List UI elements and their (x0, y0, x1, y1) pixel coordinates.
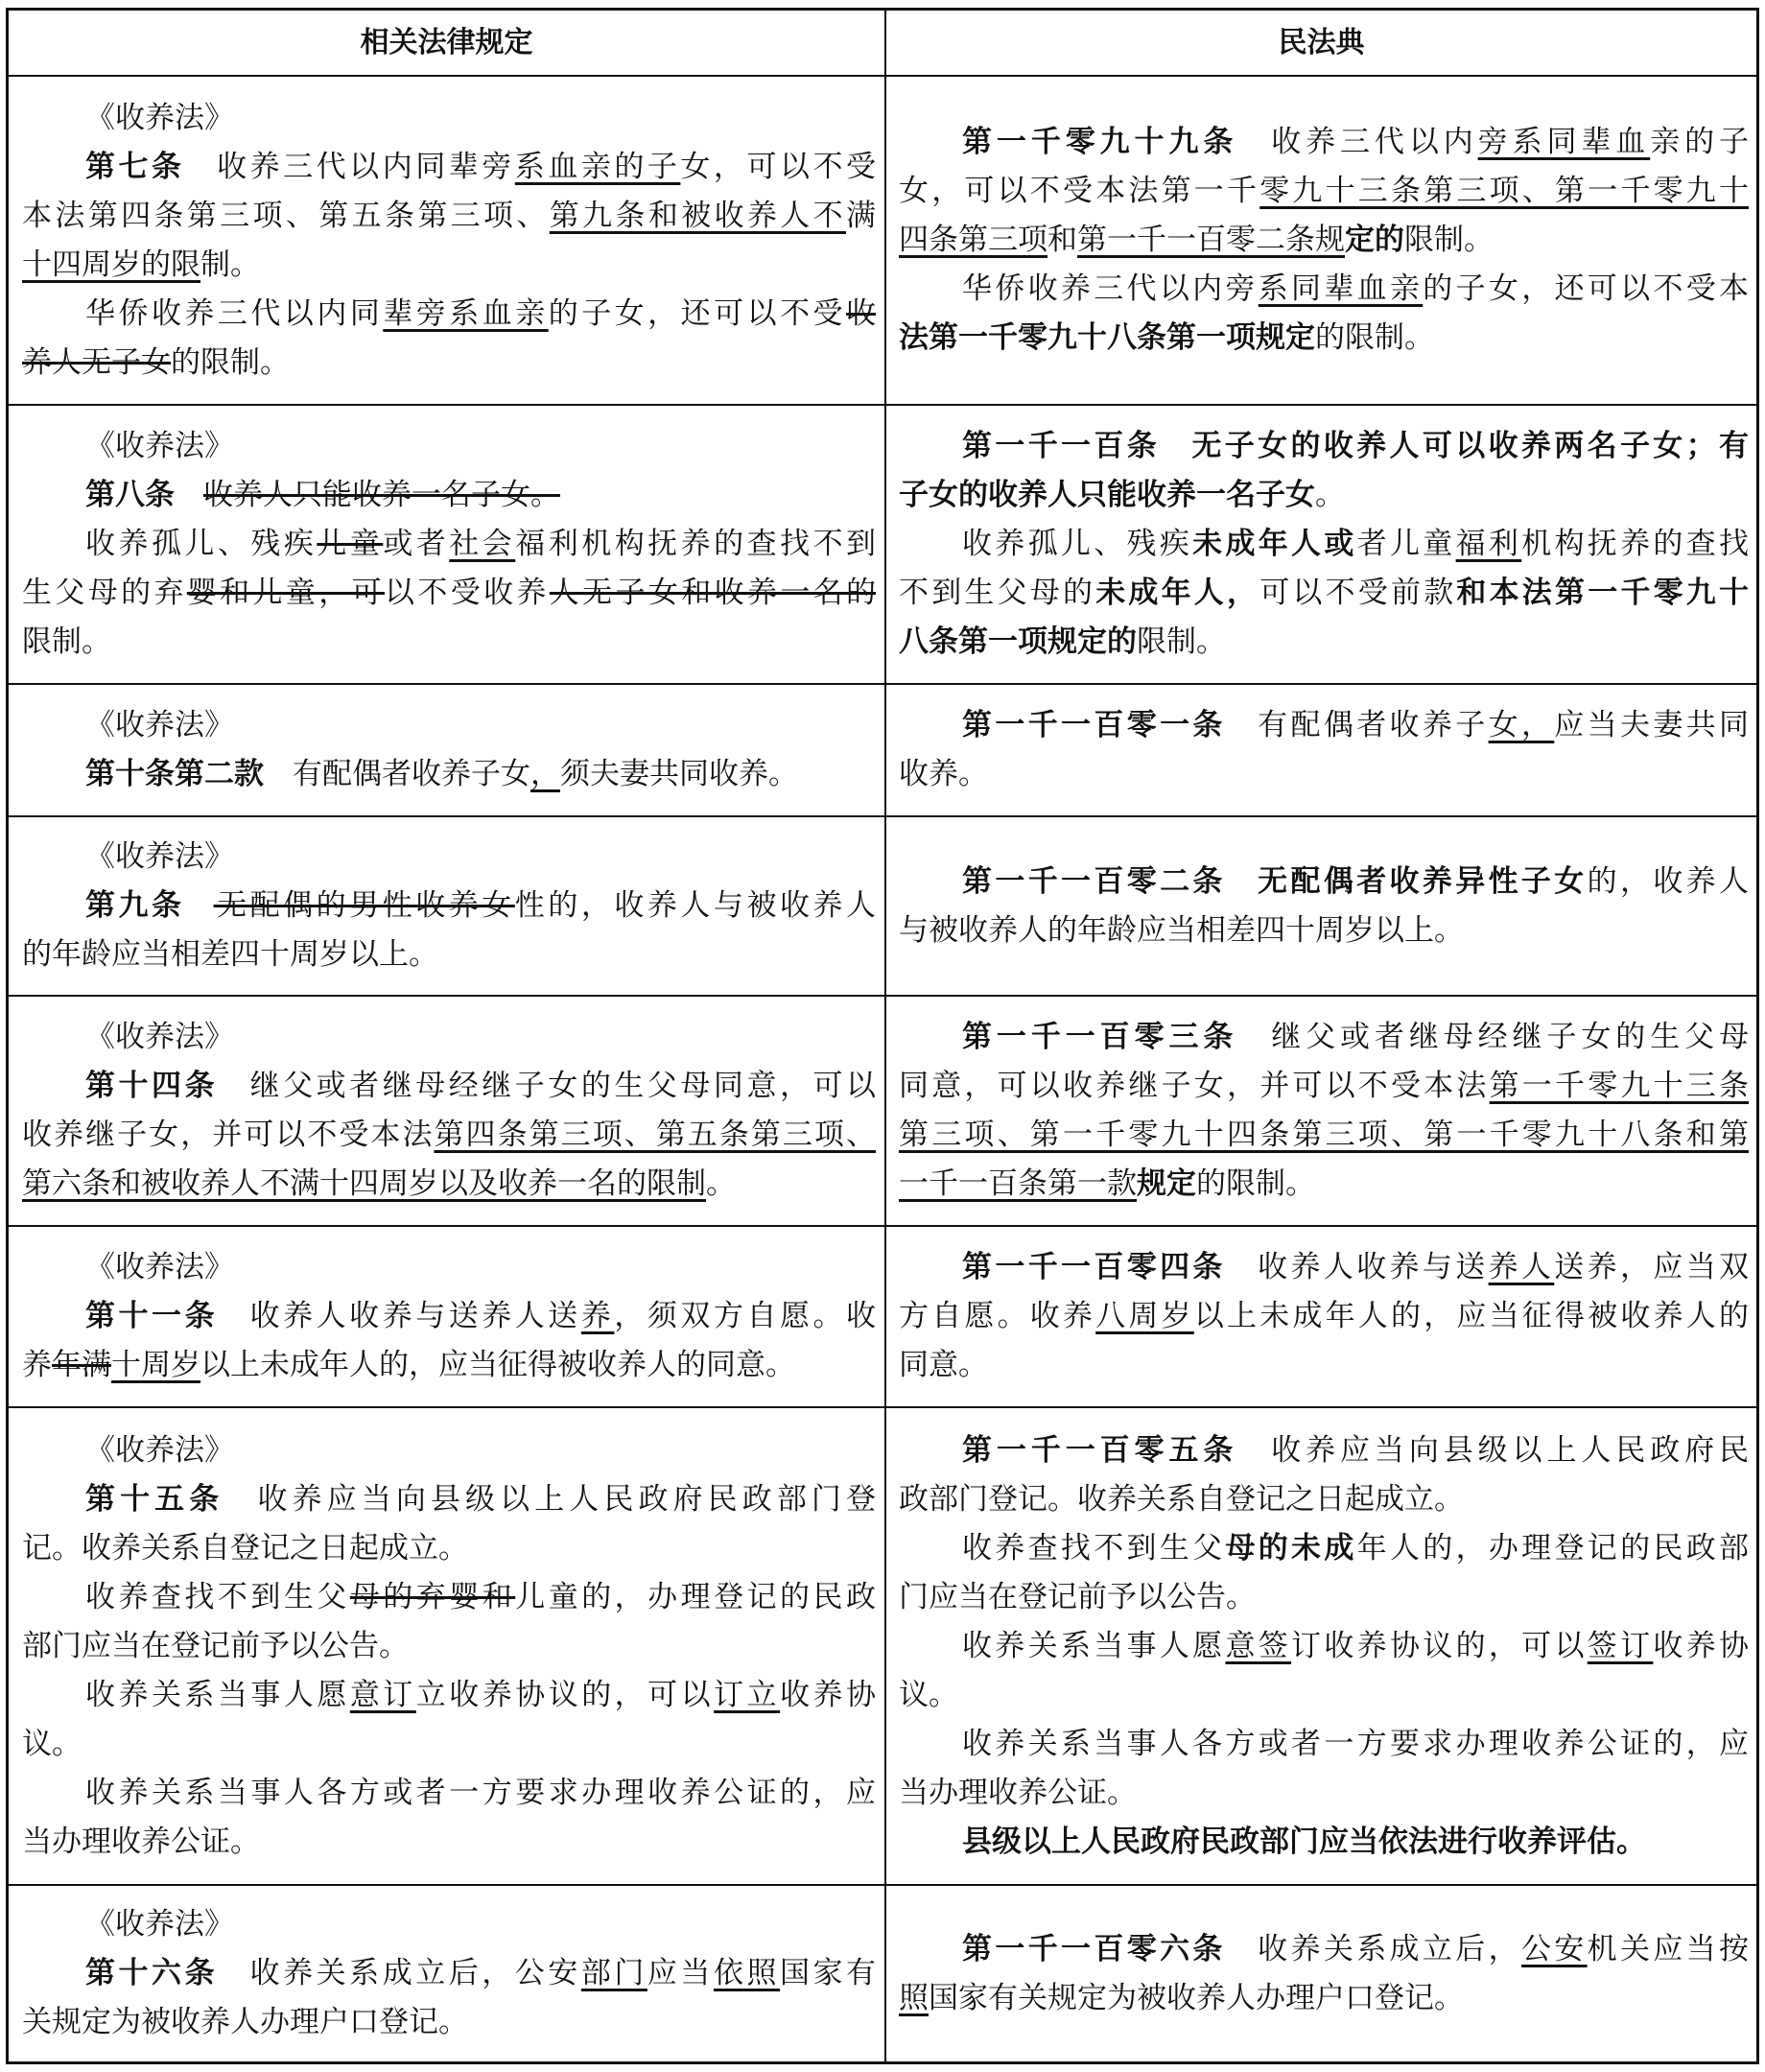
civil-code-cell (899, 1227, 1749, 1406)
text-line: 当办理收养公证。 (899, 1775, 1137, 1810)
text-line: 《收养法》 (85, 1907, 234, 1942)
text-line: 《收养法》 (85, 1250, 234, 1284)
table-row (9, 817, 1756, 997)
civil-code-cell (899, 1408, 1749, 1884)
civil-code-cell (899, 1886, 1749, 2061)
related-law-cell (22, 77, 876, 404)
text-line: 养年满十周岁以上未成年人的，应当征得被收养人的同意。 (22, 1348, 795, 1382)
text-line: 同意。 (899, 1348, 988, 1382)
text-line: 四条第三项和第一千一百零二条规定的限制。 (899, 223, 1494, 257)
text-line: 与被收养人的年龄应当相差四十周岁以上。 (899, 912, 1464, 948)
text-line: 八条第一项规定的限制。 (899, 624, 1226, 659)
text-line: 收养继子女，并可以不受本法第四条第三项、第五条第三项、 (22, 1118, 876, 1152)
text-line: 同意，可以收养继子女，并可以不受本法第一千零九十三条 (899, 1069, 1749, 1103)
related-law-cell (22, 817, 876, 995)
text-line: 第六条和被收养人不满十四周岁以及收养一名的限制。 (22, 1166, 736, 1201)
text-line: 第一千一百零三条 继父或者继母经继子女的生父母 (962, 1020, 1749, 1054)
table-row (9, 77, 1756, 406)
text-line: 第一千一百零一条 有配偶者收养子女，应当夫妻共同 (962, 708, 1749, 742)
text-line: 第十条第二款 有配偶者收养子女，须夫妻共同收养。 (85, 757, 798, 791)
text-line: 议。 (899, 1677, 958, 1712)
text-line: 照国家有关规定为被收养人办理户口登记。 (899, 1980, 1464, 2015)
civil-code-cell (899, 817, 1749, 995)
text-line: 第一千一百零五条 收养应当向县级以上人民政府民 (962, 1432, 1749, 1468)
text-line: 养人无子女的限制。 (22, 344, 290, 380)
text-line: 议。 (22, 1726, 82, 1761)
comparison-table (6, 8, 1759, 2064)
text-line: 女，可以不受本法第一千零九十三条第三项、第一千零九十 (899, 174, 1749, 208)
related-law-cell (22, 1227, 876, 1406)
related-law-cell (22, 1886, 876, 2061)
text-line: 收养关系当事人愿意订立收养协议的，可以订立收养协 (85, 1677, 876, 1712)
civil-code-cell (899, 997, 1749, 1225)
text-line: 《收养法》 (85, 839, 234, 874)
text-line: 第八条 收养人只能收养一名子女。 (85, 478, 560, 512)
table-row (9, 406, 1756, 685)
text-line: 《收养法》 (85, 708, 234, 742)
text-line: 收养。 (899, 757, 988, 791)
text-line: 收养查找不到生父母的弃婴和儿童的，办理登记的民政 (85, 1579, 876, 1614)
text-line: 收养查找不到生父母的未成年人的，办理登记的民政部 (962, 1530, 1749, 1566)
text-line: 政部门登记。收养关系自登记之日起成立。 (899, 1481, 1464, 1517)
text-line: 第九条 无配偶的男性收养女性的，收养人与被收养人 (85, 888, 876, 923)
table-row (9, 1408, 1756, 1886)
civil-code-cell (899, 406, 1749, 683)
text-line: 当办理收养公证。 (22, 1824, 260, 1859)
text-line: 第七条 收养三代以内同辈旁系血亲的子女，可以不受 (85, 149, 876, 184)
text-line: 第十一条 收养人收养与送养人送养，须双方自愿。收 (85, 1299, 876, 1333)
text-line: 一千一百条第一款规定的限制。 (899, 1166, 1315, 1201)
text-line: 关规定为被收养人办理户口登记。 (22, 2005, 468, 2039)
text-line: 第一千一百零四条 收养人收养与送养人送养，应当双 (962, 1250, 1749, 1284)
text-line: 的年龄应当相差四十周岁以上。 (22, 937, 438, 972)
text-line: 限制。 (22, 624, 111, 659)
civil-code-cell (899, 77, 1749, 404)
related-law-cell (22, 406, 876, 683)
related-law-cell (22, 1408, 876, 1884)
text-line: 第一千一百条 无子女的收养人可以收养两名子女；有 (962, 429, 1749, 463)
text-line: 县级以上人民政府民政部门应当依法进行收养评估。 (962, 1824, 1646, 1859)
table-row (9, 1886, 1756, 2061)
text-line: 第十六条 收养关系成立后，公安部门应当依照国家有 (85, 1956, 876, 1990)
text-line: 华侨收养三代以内旁系同辈血亲的子女，还可以不受本 (962, 271, 1749, 306)
table-row (9, 685, 1756, 817)
table-row (9, 1227, 1756, 1408)
text-line: 生父母的弃婴和儿童，可以不受收养人无子女和收养一名的 (22, 576, 876, 610)
table-header (9, 11, 1756, 77)
text-line: 记。收养关系自登记之日起成立。 (22, 1530, 468, 1566)
text-line: 第一千一百零二条 无配偶者收养异性子女的，收养人 (962, 863, 1749, 899)
text-line: 收养关系当事人各方或者一方要求办理收养公证的，应 (962, 1726, 1749, 1761)
civil-code-cell (899, 685, 1749, 815)
header-related-laws: 相关法律规定 (360, 26, 533, 59)
text-line: 第一千一百零六条 收养关系成立后，公安机关应当按 (962, 1931, 1749, 1966)
text-line: 第一千零九十九条 收养三代以内旁系同辈血亲的子 (962, 125, 1749, 159)
text-line: 《收养法》 (85, 1432, 234, 1468)
text-line: 《收养法》 (85, 100, 234, 135)
text-line: 门应当在登记前予以公告。 (899, 1579, 1256, 1614)
text-line: 收养关系当事人各方或者一方要求办理收养公证的，应 (85, 1775, 876, 1810)
text-line: 法第一千零九十八条第一项规定的限制。 (899, 320, 1434, 355)
text-line: 方自愿。收养八周岁以上未成年人的，应当征得被收养人的 (899, 1299, 1749, 1333)
text-line: 收养孤儿、残疾儿童或者社会福利机构抚养的查找不到 (85, 527, 876, 561)
text-line: 收养关系当事人愿意签订收养协议的，可以签订收养协 (962, 1628, 1749, 1663)
text-line: 第十四条 继父或者继母经继子女的生父母同意，可以 (85, 1069, 876, 1103)
text-line: 不到生父母的未成年人，可以不受前款和本法第一千零九十 (899, 576, 1749, 610)
related-law-cell (22, 997, 876, 1225)
text-line: 《收养法》 (85, 1020, 234, 1054)
text-line: 华侨收养三代以内同辈旁系血亲的子女，还可以不受收 (85, 295, 876, 331)
text-line: 本法第四条第三项、第五条第三项、第九条和被收养人不满 (22, 198, 876, 233)
table-row (9, 997, 1756, 1227)
text-line: 《收养法》 (85, 429, 234, 463)
text-line: 第三项、第一千零九十四条第三项、第一千零九十八条和第 (899, 1118, 1749, 1152)
text-line: 子女的收养人只能收养一名子女。 (899, 478, 1345, 512)
related-law-cell (22, 685, 876, 815)
text-line: 部门应当在登记前予以公告。 (22, 1628, 409, 1663)
header-civil-code: 民法典 (1278, 26, 1365, 59)
text-line: 收养孤儿、残疾未成年人或者儿童福利机构抚养的查找 (962, 527, 1749, 561)
text-line: 十四周岁的限制。 (22, 247, 260, 282)
text-line: 第十五条 收养应当向县级以上人民政府民政部门登 (85, 1481, 876, 1517)
